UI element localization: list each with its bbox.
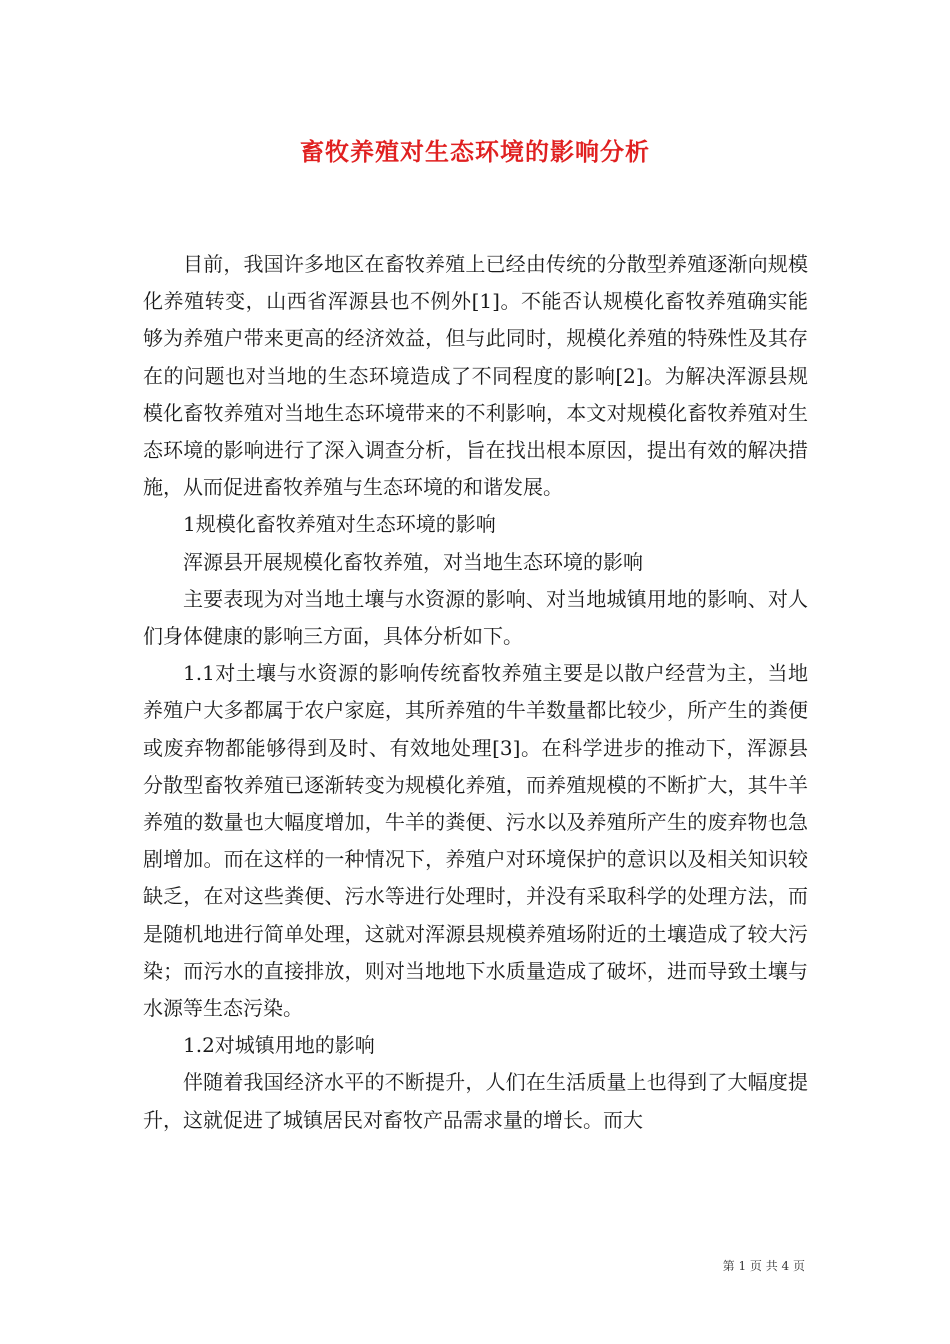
document-body (143, 246, 808, 1139)
section-heading-1: 1规模化畜牧养殖对生态环境的影响 (183, 512, 496, 537)
paragraph-section-1-1: 1.1对土壤与水资源的影响传统畜牧养殖主要是以散户经营为主，当地养殖户大多都属于农户家庭，其所养殖的牛羊数量都比较少，所产生的粪便或废弃物都能够得到及时、有效地处理[3]。在科学进步的推动下，浑源县分散型畜牧养殖已逐渐转变为规模化养殖，而养殖规模的不断扩大，其牛羊养殖的数量也大幅度增加，牛羊的粪便、污水以及养殖所产生的废弃物也急剧增加。而在这样的一种情况下，养殖户对环境保护的意识以及相关知识较缺乏，在对这些粪便、污水等进行处理时，并没有采取科学的处理方法，而是随机地进行简单处理，这就对浑源县规模养殖场附近的土壤造成了较大污染；而污水的直接排放，则对当地地下水质量造成了破坏，进而导致土壤与水源等生态污染。 (143, 661, 808, 1021)
paragraph-section-1-detail: 主要表现为对当地土壤与水资源的影响、对当地城镇用地的影响、对人们身体健康的影响三方面，具体分析如下。 (143, 586, 808, 649)
paragraph-intro: 目前，我国许多地区在畜牧养殖上已经由传统的分散型养殖逐渐向规模化养殖转变，山西省浑源县也不例外[1]。不能否认规模化畜牧养殖确实能够为养殖户带来更高的经济效益，但与此同时，规模化养殖的特殊性及其存在的问题也对当地的生态环境造成了不同程度的影响[2]。为解决浑源县规模化畜牧养殖对当地生态环境带来的不利影响，本文对规模化畜牧养殖对生态环境的影响进行了深入调查分析，旨在找出根本原因，提出有效的解决措施，从而促进畜牧养殖与生态环境的和谐发展。 (143, 252, 808, 500)
section-heading-1-2: 1.2对城镇用地的影响 (183, 1033, 375, 1058)
paragraph-section-1-2: 伴随着我国经济水平的不断提升，人们在生活质量上也得到了大幅度提升，这就促进了城镇居民对畜牧产品需求量的增长。而大 (143, 1070, 808, 1132)
document-title: 畜牧养殖对生态环境的影响分析 (300, 137, 650, 166)
page-number-footer: 第 1 页 共 4 页 (722, 1259, 805, 1273)
paragraph-section-1: 浑源县开展规模化畜牧养殖，对当地生态环境的影响 (183, 549, 643, 574)
